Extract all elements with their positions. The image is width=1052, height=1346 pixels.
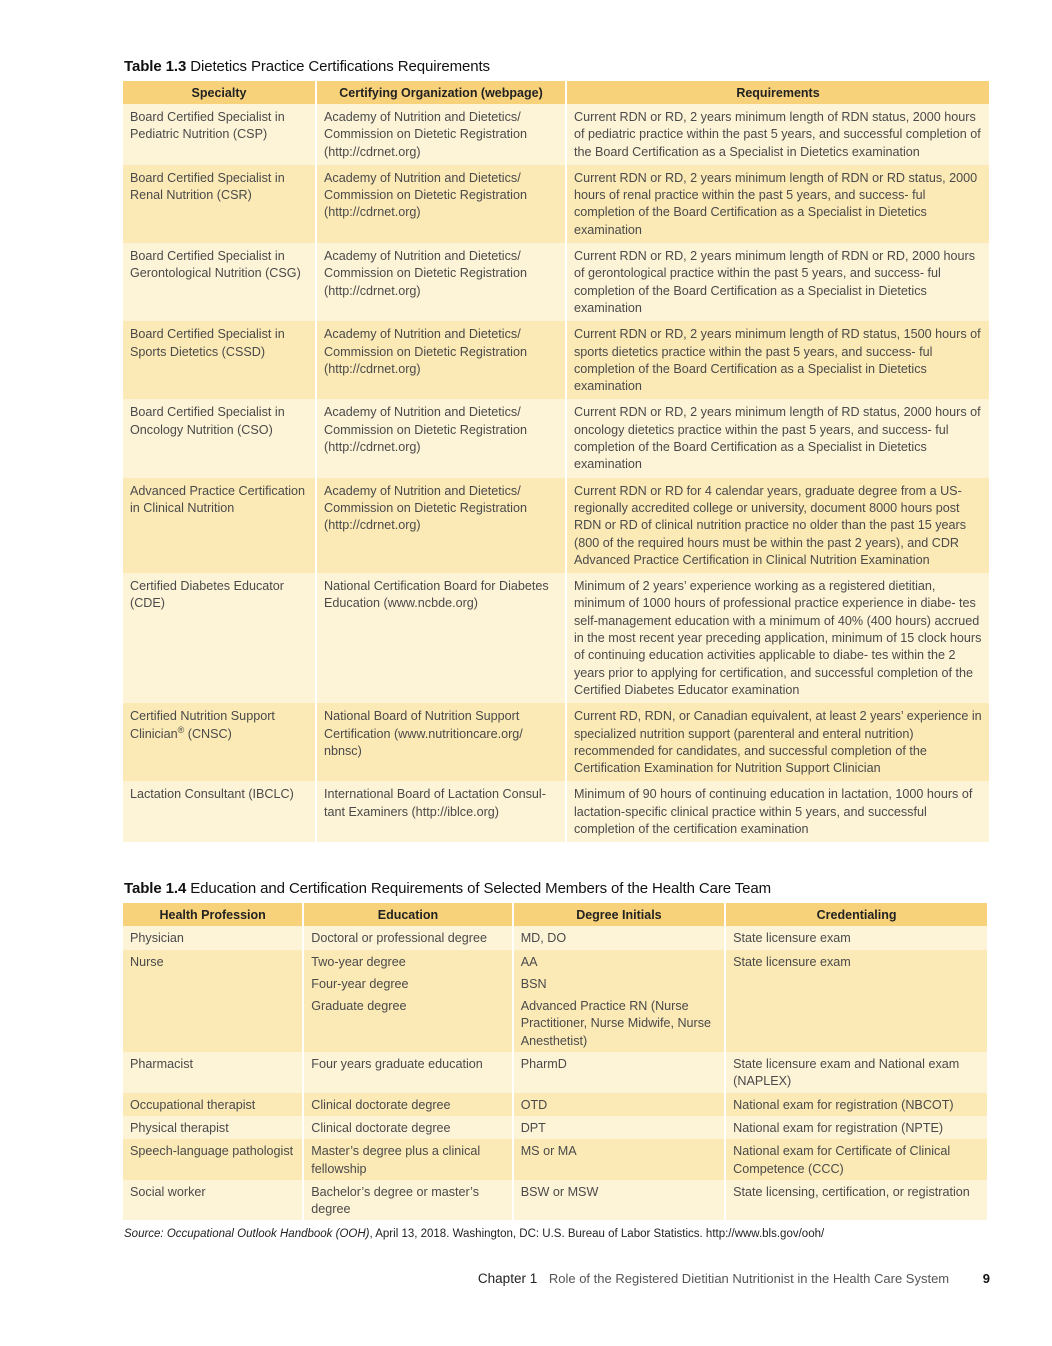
credentialing-cell: State licensure exam (726, 950, 987, 1052)
degrees-cell (514, 1052, 724, 1093)
education-item: Four-year degree (311, 976, 409, 991)
profession-cell: Speech-language pathologist (123, 1139, 302, 1180)
degree-item: AA (520, 954, 538, 969)
degree-item: Advanced Practice RN (Nurse Practitioner, Nurse Midwife, Nurse Anesthetist) (520, 999, 712, 1048)
education-item: Clinical doctorate degree (311, 1097, 451, 1112)
degrees-cell (514, 926, 724, 949)
source-label: Source: (124, 1228, 164, 1241)
table-row (123, 321, 989, 399)
page-content (123, 58, 991, 1240)
requirements-cell: Current RDN or RD, 2 years minimum length of RDN or RD status, 2000 hours of renal practice within the past 5 years, and success- ful completion of the Board Certification as a Specialist in Dietetics examination (567, 165, 989, 243)
specialty-cell: Board Certified Specialist in Pediatric Nutrition (CSP) (123, 104, 315, 165)
profession-cell: Physical therapist (123, 1116, 302, 1139)
profession-cell: Nurse (123, 950, 302, 1052)
degrees-cell (514, 1093, 724, 1116)
column-header: Health Profession (123, 903, 302, 926)
table-1-3-caption (124, 58, 991, 75)
organization-cell: Academy of Nutrition and Dietetics/ Commission on Dietetic Registration (http://cdrnet.org) (317, 399, 565, 477)
specialty-cell: Board Certified Specialist in Sports Dietetics (CSSD) (123, 321, 315, 399)
table-1-4-title: Education and Certification Requirements of Selected Members of the Health Care Team (190, 880, 772, 898)
education-item: Doctoral or professional degree (311, 931, 487, 946)
specialty-cell: Certified Diabetes Educator (CDE) (123, 573, 315, 703)
education-cell (304, 1052, 511, 1093)
organization-cell: Academy of Nutrition and Dietetics/ Commission on Dietetic Registration (http://cdrnet.org) (317, 104, 565, 165)
table-row (123, 478, 989, 573)
table-row (123, 399, 989, 477)
organization-cell: Academy of Nutrition and Dietetics/ Commission on Dietetic Registration (http://cdrnet.org) (317, 321, 565, 399)
organization-cell: National Board of Nutrition Support Certification (www.nutritioncare.org/ nbnsc) (317, 703, 565, 781)
specialty-cell: Board Certified Specialist in Renal Nutrition (CSR) (123, 165, 315, 243)
table-1-3-body (123, 104, 989, 842)
education-cell (304, 1116, 511, 1139)
education-item: Bachelor’s degree or master’s degree (311, 1184, 480, 1217)
requirements-cell: Current RDN or RD, 2 years minimum length of RD status, 1500 hours of sports dietetics practice within the past 5 years, and success- ful completion of the Board Certification as a Specialist in Dietetics examination (567, 321, 989, 399)
table-header-row (123, 903, 987, 926)
education-item: Graduate degree (311, 999, 407, 1014)
requirements-cell: Minimum of 2 years’ experience working as a registered dietitian, minimum of 1000 hours of professional practice experience in diabe- tes self-management education with a minimum of 40% (400 hours) accrued in the most recent year preceding application, minimum of 15 clock hours of continuing education activities applicable to diabe- tes within the 2 years prior to applying for certification, and successful completion of the Certified Diabetes Educator examination (567, 573, 989, 703)
specialty-cell: Lactation Consultant (IBCLC) (123, 781, 315, 842)
column-header: Credentialing (726, 903, 987, 926)
organization-cell: Academy of Nutrition and Dietetics/ Commission on Dietetic Registration (http://cdrnet.org) (317, 165, 565, 243)
column-header: Education (304, 903, 511, 926)
table-row (123, 165, 989, 243)
specialty-cell: Advanced Practice Certification in Clinical Nutrition (123, 478, 315, 573)
specialty-cell: Board Certified Specialist in Oncology Nutrition (CSO) (123, 399, 315, 477)
requirements-cell: Current RDN or RD, 2 years minimum length of RDN or RD, 2000 hours of gerontological practice within the past 5 years, and success- ful completion of the Board Certification as a Specialist in Dietetics examination (567, 243, 989, 321)
degree-item: MS or MA (520, 1144, 577, 1159)
credentialing-cell: National exam for registration (NPTE) (726, 1116, 987, 1139)
degree-item: BSW or MSW (520, 1184, 599, 1199)
organization-cell: Academy of Nutrition and Dietetics/ Commission on Dietetic Registration (http://cdrnet.org) (317, 478, 565, 573)
degree-item: DPT (520, 1120, 546, 1135)
table-row (123, 950, 987, 1052)
column-header: Degree Initials (514, 903, 724, 926)
specialty-cell: Certified Nutrition Support Clinician® (CNSC) (123, 703, 315, 781)
table-row (123, 243, 989, 321)
table-1-3-label: Table 1.3 (124, 58, 187, 75)
column-header: Specialty (123, 81, 315, 104)
footer-chapter: Chapter 1 (477, 1271, 538, 1286)
footer-running-title: Role of the Registered Dietitian Nutritionist in the Health Care System (548, 1271, 950, 1286)
table-1-4 (121, 903, 989, 1220)
page-footer (0, 1271, 990, 1286)
table-row (123, 781, 989, 842)
degree-item: MD, DO (520, 931, 567, 946)
source-title: Occupational Outlook Handbook (OOH) (166, 1228, 370, 1241)
credentialing-cell: State licensure exam and National exam (NAPLEX) (726, 1052, 987, 1093)
specialty-cell: Board Certified Specialist in Gerontological Nutrition (CSG) (123, 243, 315, 321)
table-row (123, 1052, 987, 1093)
table-source-note (124, 1228, 991, 1240)
profession-cell: Social worker (123, 1180, 302, 1221)
column-header: Requirements (567, 81, 989, 104)
education-cell (304, 950, 511, 1052)
page-number: 9 (982, 1271, 990, 1286)
degree-item: PharmD (520, 1057, 567, 1072)
table-row (123, 703, 989, 781)
degree-item: BSN (520, 976, 547, 991)
education-item: Four years graduate education (311, 1057, 483, 1072)
education-item: Master’s degree plus a clinical fellowship (311, 1144, 481, 1176)
organization-cell: International Board of Lactation Consul- tant Examiners (http://iblce.org) (317, 781, 565, 842)
table-row (123, 1116, 987, 1139)
profession-cell: Pharmacist (123, 1052, 302, 1093)
requirements-cell: Current RDN or RD for 4 calendar years, graduate degree from a US-regionally accredited college or university, document 8000 hours post RDN or RD of clinical nutrition practice no older than the past 15 years (800 of the required hours must be within the past 2 years), and CDR Advanced Practice Certification in Clinical Nutrition Examination (567, 478, 989, 573)
organization-cell: Academy of Nutrition and Dietetics/ Commission on Dietetic Registration (http://cdrnet.org) (317, 243, 565, 321)
degrees-cell (514, 1180, 724, 1221)
source-rest: , April 13, 2018. Washington, DC: U.S. Bureau of Labor Statistics. http://www.bls.gov/ooh/ (369, 1228, 825, 1241)
education-cell (304, 926, 511, 949)
table-header-row (123, 81, 989, 104)
profession-cell: Occupational therapist (123, 1093, 302, 1116)
table-row (123, 1139, 987, 1180)
degrees-cell (514, 950, 724, 1052)
table-row (123, 104, 989, 165)
column-header: Certifying Organization (webpage) (317, 81, 565, 104)
table-1-3-title: Dietetics Practice Certifications Requirements (190, 58, 490, 75)
requirements-cell: Current RD, RDN, or Canadian equivalent, at least 2 years’ experience in specialized nutrition support (parenteral and enteral nutrition) recommended for candidates, and successful completion of the Certification Examination for Nutrition Support Clinician (567, 703, 989, 781)
requirements-cell: Current RDN or RD, 2 years minimum length of RD status, 2000 hours of oncology dietetics practice within the past 5 years, and success- ful completion of the Board Certification as a Specialist in Dietetics examination (567, 399, 989, 477)
education-cell (304, 1139, 511, 1180)
table-row (123, 926, 987, 949)
table-1-4-label: Table 1.4 (124, 880, 187, 898)
requirements-cell: Minimum of 90 hours of continuing education in lactation, 1000 hours of lactation-specific clinical practice within 5 years, and successful completion of the certification examination (567, 781, 989, 842)
table-1-3 (121, 81, 991, 842)
requirements-cell: Current RDN or RD, 2 years minimum length of RDN status, 2000 hours of pediatric practice within the past 5 years, and successful completion of the Board Certification as a Specialist in Dietetics examination (567, 104, 989, 165)
table-1-4-body (123, 926, 987, 1220)
education-cell (304, 1180, 511, 1221)
credentialing-cell: State licensing, certification, or registration (726, 1180, 987, 1221)
organization-cell: National Certification Board for Diabetes Education (www.ncbde.org) (317, 573, 565, 703)
table-1-4-caption (124, 880, 991, 897)
education-item: Clinical doctorate degree (311, 1120, 451, 1135)
table-row (123, 1093, 987, 1116)
degrees-cell (514, 1139, 724, 1180)
profession-cell: Physician (123, 926, 302, 949)
table-row (123, 573, 989, 703)
degrees-cell (514, 1116, 724, 1139)
credentialing-cell: National exam for Certificate of Clinical Competence (CCC) (726, 1139, 987, 1180)
table-row (123, 1180, 987, 1221)
education-item: Two-year degree (311, 954, 406, 969)
education-cell (304, 1093, 511, 1116)
degree-item: OTD (520, 1097, 548, 1112)
credentialing-cell: National exam for registration (NBCOT) (726, 1093, 987, 1116)
credentialing-cell: State licensure exam (726, 926, 987, 949)
